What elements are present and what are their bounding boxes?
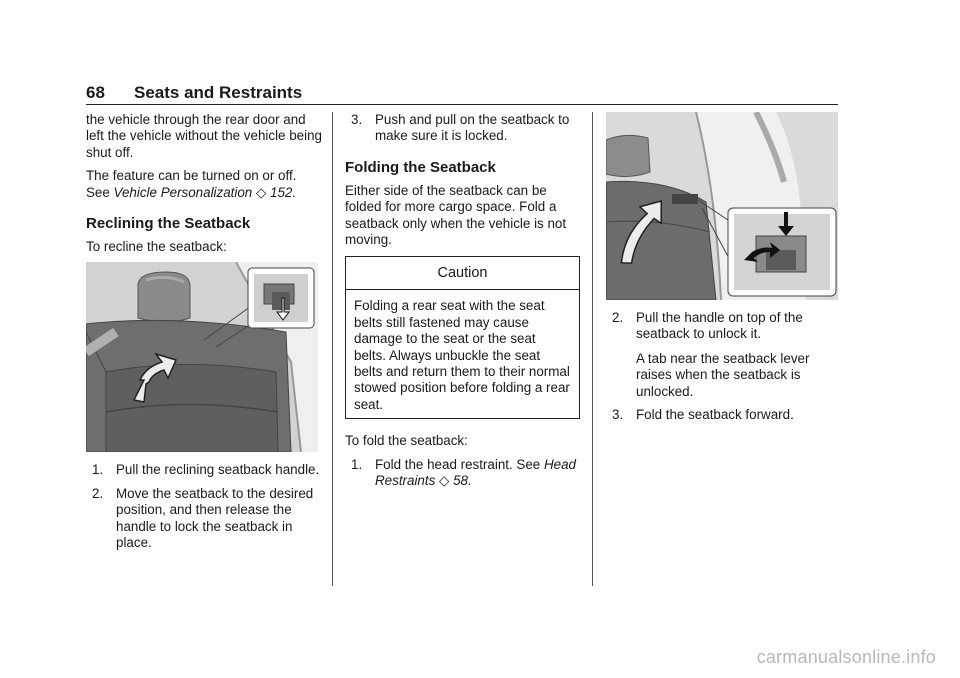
folding-paragraph: Either side of the seatback can be folded for more cargo space. Fold a seatback only when the vehicle is not moving. [345,182,567,248]
watermark: carmanualsonline.info [756,647,936,667]
fold-step-2: 2. Pull the handle on top of the seatback to unlock it. A tab near the seatback lever raises when the seatback is unlocked. [606,310,842,400]
caution-box [345,256,580,419]
caution-body: Folding a rear seat with the seat belts still fastened may cause damage to the seat or the seat belts. Always unbuckle the seat belts and return them to their normal stowed position before folding a rear seat. [354,298,570,412]
recline-step-1: 1. Pull the reclining seatback handle. [92,462,320,478]
heading-reclining: Reclining the Seatback [86,215,251,233]
reference-icon: ◇ [255,184,267,200]
recline-illustration [86,262,322,452]
recline-intro: To recline the seatback: [86,239,227,255]
fold-intro: To fold the seatback: [345,433,468,449]
continued-paragraph: the vehicle through the rear door and left the vehicle without the vehicle being shut off. [86,112,322,160]
column-2 [345,112,580,497]
column-3 [606,112,842,430]
fold-step-1: 1. Fold the head restraint. See Head Restraints ◇ 58. [351,456,576,489]
section-title: Seats and Restraints [134,83,303,102]
page-reference[interactable]: 58. [453,473,472,489]
personalization-paragraph: The feature can be turned on or off. See Vehicle Personalization ◇ 152. [86,168,297,200]
fold-step-3: 3. Fold the seatback forward. [612,407,794,423]
page-reference[interactable]: 152. [270,184,297,200]
vehicle-personalization-link[interactable]: Vehicle Personalization [113,184,253,200]
page-header [86,82,838,105]
fold-illustration [606,112,842,300]
reference-icon: ◇ [439,473,450,489]
recline-step-2: 2. Move the seatback to the desired position, and then release the handle to lock the seatback in place. [92,485,314,551]
heading-folding: Folding the Seatback [345,158,496,176]
recline-step-3: 3. Push and pull on the seatback to make sure it is locked. [351,112,570,144]
column-divider-2 [592,112,593,586]
fold-step-2-note: A tab near the seatback lever raises when the seatback is unlocked. [636,350,810,399]
caution-title: Caution [346,257,579,290]
column-divider-1 [332,112,333,586]
page-number: 68 [86,83,105,102]
column-1 [86,112,322,558]
head-restraints-link[interactable]: Head Restraints [375,456,576,489]
